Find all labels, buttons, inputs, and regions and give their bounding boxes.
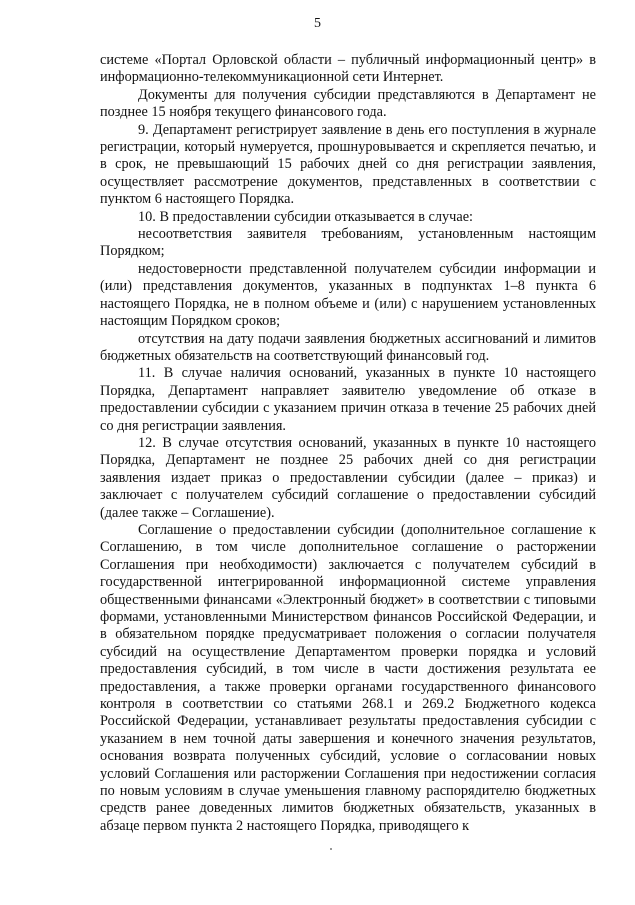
paragraph-refusal-reason-3: отсутствия на дату подачи заявления бюджетных ассигнований и лимитов бюджетных обязательств на соответствующий финансовый год. <box>100 330 596 364</box>
paragraph-item-9: 9. Департамент регистрирует заявление в день его поступления в журнале регистрации, который нумеруется, прошнуровывается и скрепляется печатью, и в срок, не превышающий 15 рабочих дней со дня регистрации заявления, осуществляет рассмотрение документов, представленных в соответствии с пунктом 6 настоящего Порядка. <box>100 121 596 208</box>
paragraph-item-10: 10. В предоставлении субсидии отказывается в случае: <box>138 208 474 225</box>
paragraph-item-12: 12. В случае отсутствия оснований, указанных в пункте 10 настоящего Порядка, Департамент не позднее 25 рабочих дней со дня регистрации заявления издает приказ о предоставлении субсидии (далее – приказ) и заключает с получателем субсидий соглашение о предоставлении субсидий (далее также – Соглашение). <box>100 434 596 521</box>
paragraph-deadline: Документы для получения субсидии представляются в Департамент не позднее 15 ноября текущего финансового года. <box>100 86 596 121</box>
paragraph-refusal-reason-1: несоответствия заявителя требованиям, установленным настоящим Порядком; <box>100 226 596 260</box>
paragraph-item-11: 11. В случае наличия оснований, указанных в пункте 10 настоящего Порядка, Департамент направляет заявителю уведомление об отказе в предоставлении субсидии с указанием причин отказа в течение 25 рабочих дней со дня регистрации заявления. <box>100 365 596 434</box>
paragraph-portal-continuation: системе «Портал Орловской области – публичный информационный центр» в информационно-телекоммуникационной сети Интернет. <box>100 52 596 86</box>
document-body <box>100 52 596 835</box>
scan-speck <box>330 848 332 850</box>
paragraph-agreement: Соглашение о предоставлении субсидии (дополнительное соглашение к Соглашению, в том числе дополнительное соглашение о расторжении Соглашения при необходимости) заключается с получателем субсидий в государственной интегрированной информационной системе управления общественными финансами «Электронный бюджет» в соответствии с типовыми формами, установленными Министерством финансов Российской Федерации, и в обязательном порядке предусматривает положения о согласии получателя субсидий на осуществление Департаментом проверки порядка и условий предоставления субсидий, в том числе в части достижения результата ее предоставления, а также проверки органами государственного финансового контроля в соответствии со статьями 268.1 и 269.2 Бюджетного кодекса Российской Федерации, устанавливает результаты предоставления субсидии с указанием в нем точной даты завершения и конечного значения результатов, основания возврата полученных субсидий, условие о согласовании новых условий Соглашения или расторжении Соглашения при недостижении согласия по новым условиям в случае уменьшения главному распорядителю бюджетных средств ранее доведенных лимитов бюджетных обязательств, указанных в абзаце первом пункта 2 настоящего Порядка, приводящего к <box>100 521 596 834</box>
paragraph-refusal-reason-2: недостоверности представленной получателем субсидии информации и (или) представления документов, указанных в подпунктах 1–8 пункта 6 настоящего Порядка, не в полном объеме и (или) с нарушением установленных настоящим Порядком сроков; <box>100 260 596 330</box>
page-number: 5 <box>314 16 321 31</box>
